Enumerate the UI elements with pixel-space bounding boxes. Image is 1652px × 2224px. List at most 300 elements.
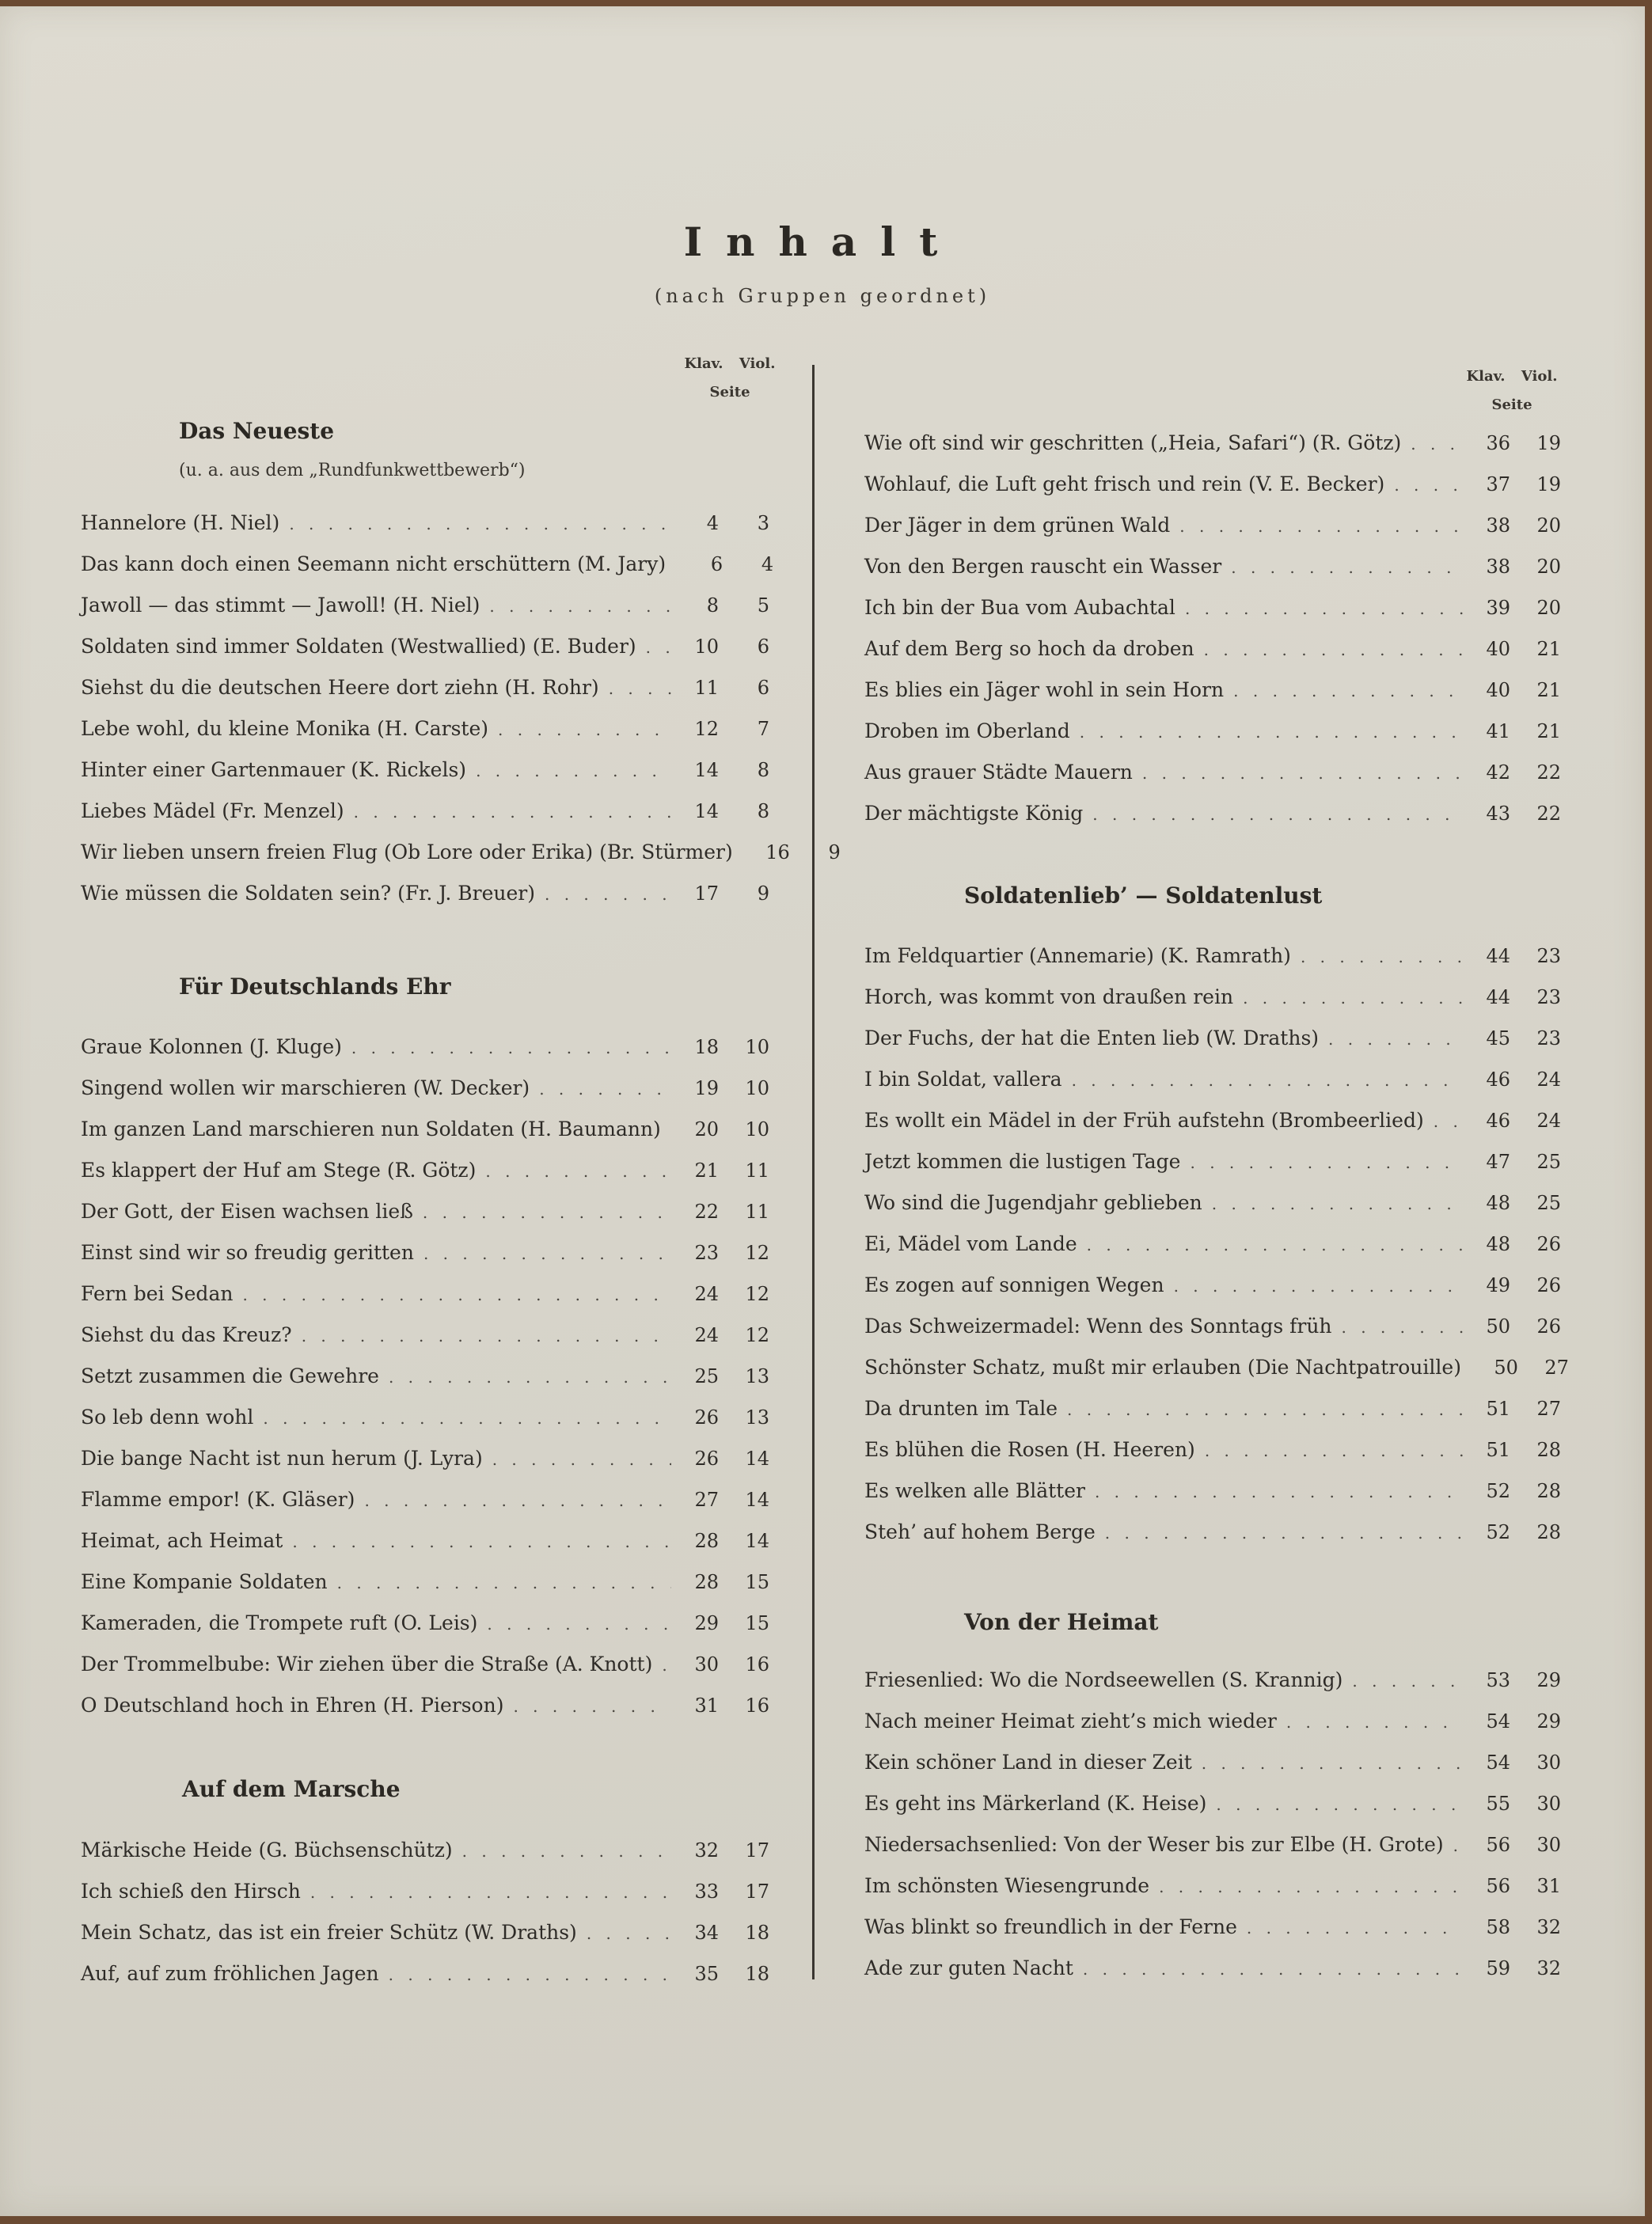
toc-entry — [864, 1792, 1561, 1824]
entry-title: Setzt zusammen die Gewehre — [81, 1364, 379, 1387]
page-violine: 23 — [1536, 945, 1561, 967]
page-klavier: 42 — [1486, 761, 1510, 784]
dot-leader — [1286, 1713, 1463, 1732]
page-violine: 19 — [1536, 432, 1561, 454]
page-klavier: 24 — [694, 1324, 719, 1346]
entry-title: Graue Kolonnen (J. Kluge) — [81, 1035, 342, 1058]
entry-title: Der mächtigste König — [864, 802, 1084, 825]
dot-leader — [389, 1965, 671, 1984]
page-violine: 10 — [745, 1118, 769, 1140]
entry-title: Märkische Heide (G. Büchsenschütz) — [81, 1839, 453, 1862]
toc-entry — [81, 1282, 769, 1314]
toc-entry — [864, 1956, 1561, 1988]
page-klavier: 26 — [694, 1406, 719, 1429]
page-klavier: 44 — [1486, 986, 1510, 1008]
page-klavier: 8 — [706, 594, 719, 617]
entry-title: Es zogen auf sonnigen Wegen — [864, 1273, 1164, 1296]
dot-leader — [389, 1368, 671, 1387]
page-violine: 8 — [757, 759, 769, 781]
toc-entry — [81, 1921, 769, 1953]
entry-title: Singend wollen wir marschieren (W. Decker) — [81, 1076, 530, 1099]
page-klavier: 6 — [710, 553, 723, 575]
toc-entry — [81, 1880, 769, 1911]
page-violine: 10 — [745, 1077, 769, 1099]
page-violine: 14 — [745, 1448, 769, 1470]
page-violine: 21 — [1536, 720, 1561, 742]
page-violine: 11 — [745, 1159, 769, 1182]
toc-entry — [81, 1118, 769, 1149]
toc-entry — [81, 1364, 769, 1396]
dot-leader — [485, 1162, 671, 1181]
toc-entry — [864, 802, 1561, 833]
toc-entry — [864, 678, 1561, 710]
page-violine: 21 — [1536, 638, 1561, 660]
toc-entry — [864, 1668, 1561, 1700]
entry-title: Soldaten sind immer Soldaten (Westwallied) (E. Buder) — [81, 635, 636, 658]
toc-entry — [864, 514, 1561, 545]
page-violine: 9 — [828, 841, 841, 863]
page-violine: 18 — [745, 1922, 769, 1944]
page-violine: 12 — [745, 1283, 769, 1305]
page-klavier: 20 — [694, 1118, 719, 1140]
toc-entry — [864, 555, 1561, 586]
dot-leader — [609, 679, 671, 698]
page-klavier: 34 — [694, 1922, 719, 1944]
section-title: Auf dem Marsche — [182, 1776, 401, 1802]
dot-leader — [1179, 517, 1463, 536]
page-klavier: 14 — [694, 759, 719, 781]
toc-entry — [864, 1315, 1561, 1346]
entry-title: O Deutschland hoch in Ehren (H. Pierson) — [81, 1694, 504, 1717]
dot-leader — [1190, 1153, 1463, 1172]
page-klavier: 56 — [1486, 1875, 1510, 1897]
dot-leader — [492, 1450, 671, 1469]
entry-title: Droben im Oberland — [864, 719, 1070, 742]
page-klavier: 37 — [1486, 473, 1510, 495]
dot-leader — [354, 803, 671, 822]
entry-title: Das kann doch einen Seemann nicht erschüttern (M. Jary) — [81, 552, 666, 575]
page-klavier: 16 — [765, 841, 790, 863]
entry-title: Es wollt ein Mädel in der Früh aufstehn (Brombeerlied) — [864, 1109, 1424, 1132]
entry-title: Es blühen die Rosen (H. Heeren) — [864, 1438, 1195, 1461]
page-klavier: 21 — [694, 1159, 719, 1182]
section-subtitle: (u. a. aus dem „Rundfunkwettbewerb“) — [179, 461, 526, 480]
page-klavier: 30 — [694, 1653, 719, 1676]
dot-leader — [1434, 1112, 1463, 1131]
page-violine: 23 — [1536, 986, 1561, 1008]
page-violine: 17 — [745, 1881, 769, 1903]
page-klavier: 51 — [1486, 1398, 1510, 1420]
page-klavier: 35 — [694, 1963, 719, 1985]
toc-entry — [864, 637, 1561, 669]
page-violine: 5 — [757, 594, 769, 617]
dot-leader — [1205, 1441, 1463, 1460]
page-klavier: 19 — [694, 1077, 719, 1099]
toc-entry — [864, 1150, 1561, 1182]
dot-leader — [587, 1924, 671, 1943]
column-header-left — [682, 350, 777, 407]
toc-entry — [81, 1570, 769, 1602]
page-violine: 25 — [1536, 1192, 1561, 1214]
page-klavier: 55 — [1486, 1793, 1510, 1815]
dot-leader — [1216, 1795, 1463, 1814]
page-klavier: 46 — [1486, 1068, 1510, 1091]
page-klavier: 46 — [1486, 1110, 1510, 1132]
page-violine: 10 — [745, 1036, 769, 1058]
page-klavier: 32 — [694, 1839, 719, 1862]
dot-leader — [513, 1697, 671, 1716]
entry-title: Im Feldquartier (Annemarie) (K. Ramrath) — [864, 944, 1291, 967]
dot-leader — [302, 1326, 671, 1345]
page-violine: 20 — [1536, 514, 1561, 537]
entry-title: Niedersachsenlied: Von der Weser bis zur Elbe (H. Grote) — [864, 1833, 1444, 1856]
entry-title: Jawoll — das stimmt — Jawoll! (H. Niel) — [81, 594, 480, 617]
dot-leader — [423, 1203, 671, 1222]
page-klavier: 54 — [1486, 1710, 1510, 1733]
page-violine: 28 — [1536, 1480, 1561, 1502]
entry-title: Hinter einer Gartenmauer (K. Rickels) — [81, 758, 467, 781]
toc-entry — [81, 1529, 769, 1561]
page-violine: 12 — [745, 1324, 769, 1346]
page-violine: 22 — [1536, 761, 1561, 784]
entry-title: Ei, Mädel vom Lande — [864, 1232, 1077, 1255]
entry-title: Lebe wohl, du kleine Monika (H. Carste) — [81, 717, 489, 740]
toc-entry — [864, 1874, 1561, 1906]
page-klavier: 28 — [694, 1571, 719, 1593]
dot-leader — [1174, 1277, 1463, 1296]
page-klavier: 12 — [694, 718, 719, 740]
dot-leader — [489, 597, 671, 616]
entry-title: Es klappert der Huf am Stege (R. Götz) — [81, 1159, 477, 1182]
dot-leader — [487, 1615, 671, 1634]
page-klavier: 52 — [1486, 1480, 1510, 1502]
toc-entry — [864, 761, 1561, 792]
page-klavier: 50 — [1486, 1315, 1510, 1338]
toc-entry — [81, 511, 769, 543]
entry-title: Ich schieß den Hirsch — [81, 1880, 301, 1903]
page-klavier: 48 — [1486, 1233, 1510, 1255]
toc-entry — [864, 1109, 1561, 1140]
page-klavier: 14 — [694, 800, 719, 822]
dot-leader — [292, 1532, 671, 1551]
page-klavier: 33 — [694, 1881, 719, 1903]
toc-entry — [81, 594, 769, 625]
toc-entry — [864, 944, 1561, 976]
section-title: Soldatenlieb’ — Soldatenlust — [964, 882, 1323, 909]
section-title: Für Deutschlands Ehr — [179, 973, 451, 1000]
page-violine: 15 — [745, 1612, 769, 1634]
toc-entry — [864, 1068, 1561, 1099]
page-klavier: 17 — [694, 882, 719, 905]
page-violine: 14 — [745, 1489, 769, 1511]
dot-leader — [670, 1121, 671, 1140]
page-violine: 11 — [745, 1201, 769, 1223]
dot-leader — [1231, 558, 1463, 577]
toc-entry — [864, 1027, 1561, 1058]
entry-title: Eine Kompanie Soldaten — [81, 1570, 328, 1593]
toc-entry — [81, 676, 769, 708]
toc-entry — [81, 1488, 769, 1520]
entry-title: Was blinkt so freundlich in der Ferne — [864, 1915, 1237, 1938]
page-klavier: 39 — [1486, 597, 1510, 619]
entry-title: Fern bei Sedan — [81, 1282, 234, 1305]
toc-entry — [81, 1076, 769, 1108]
page-klavier: 44 — [1486, 945, 1510, 967]
entry-title: Aus grauer Städte Mauern — [864, 761, 1133, 784]
dot-leader — [351, 1038, 671, 1057]
entry-title: Wir lieben unsern freien Flug (Ob Lore oder Erika) (Br. Stürmer) — [81, 841, 733, 863]
page-violine: 14 — [745, 1530, 769, 1552]
page-violine: 32 — [1536, 1916, 1561, 1938]
dot-leader — [1185, 599, 1463, 618]
page-violine: 3 — [757, 512, 769, 534]
entry-title: Ich bin der Bua vom Aubachtal — [864, 596, 1175, 619]
toc-entry — [864, 719, 1561, 751]
toc-entry — [81, 635, 769, 666]
toc-entry — [81, 841, 841, 872]
dot-leader — [1095, 1482, 1463, 1501]
entry-title: Friesenlied: Wo die Nordseewellen (S. Krannig) — [864, 1668, 1343, 1691]
entry-title: Siehst du die deutschen Heere dort ziehn (H. Rohr) — [81, 676, 599, 699]
page-klavier: 22 — [694, 1201, 719, 1223]
page-violine: 15 — [745, 1571, 769, 1593]
page-violine: 25 — [1536, 1151, 1561, 1173]
entry-title: Wie müssen die Soldaten sein? (Fr. J. Breuer) — [81, 882, 535, 905]
entry-title: Wo sind die Jugendjahr geblieben — [864, 1191, 1202, 1214]
toc-entry — [864, 1438, 1561, 1470]
entry-title: Im schönsten Wiesengrunde — [864, 1874, 1150, 1897]
entry-title: So leb denn wohl — [81, 1406, 254, 1429]
page-violine: 26 — [1536, 1315, 1561, 1338]
page-violine: 27 — [1544, 1357, 1569, 1379]
entry-title: Siehst du das Kreuz? — [81, 1323, 292, 1346]
toc-entry — [81, 1323, 769, 1355]
dot-leader — [1453, 1836, 1463, 1855]
dot-leader — [1072, 1071, 1463, 1090]
page-violine: 18 — [745, 1963, 769, 1985]
dot-leader — [1233, 681, 1463, 700]
toc-entry — [81, 1962, 769, 1994]
page-klavier: 40 — [1486, 679, 1510, 701]
page-violine: 26 — [1536, 1233, 1561, 1255]
dot-leader — [539, 1080, 671, 1099]
dot-leader — [1411, 435, 1463, 454]
col-klav-label: Klav. — [1466, 368, 1506, 385]
toc-entry — [864, 473, 1561, 504]
page-klavier: 4 — [706, 512, 719, 534]
dot-leader — [1243, 989, 1463, 1008]
page-klavier: 41 — [1486, 720, 1510, 742]
entry-title: Im ganzen Land marschieren nun Soldaten (H. Baumann) — [81, 1118, 661, 1140]
dot-leader — [423, 1244, 671, 1263]
entry-title: Einst sind wir so freudig geritten — [81, 1241, 414, 1264]
page-klavier: 53 — [1486, 1669, 1510, 1691]
column-divider — [812, 365, 815, 1979]
page-klavier: 45 — [1486, 1027, 1510, 1049]
page-violine: 9 — [757, 882, 769, 905]
section-title: Von der Heimat — [964, 1609, 1159, 1635]
entry-title: Hannelore (H. Niel) — [81, 511, 280, 534]
page-klavier: 43 — [1486, 803, 1510, 825]
page-klavier: 56 — [1486, 1834, 1510, 1856]
dot-leader — [289, 514, 671, 533]
toc-entry — [81, 1611, 769, 1643]
toc-entry — [864, 1356, 1569, 1387]
page-violine: 23 — [1536, 1027, 1561, 1049]
toc-entry — [864, 1191, 1561, 1223]
entry-title: Von den Bergen rauscht ein Wasser — [864, 555, 1222, 578]
toc-entry — [81, 1839, 769, 1870]
page-klavier: 27 — [694, 1489, 719, 1511]
dot-leader — [263, 1409, 671, 1428]
toc-entry — [81, 1447, 769, 1478]
page-violine: 30 — [1536, 1834, 1561, 1856]
page-klavier: 26 — [694, 1448, 719, 1470]
toc-entry — [864, 1833, 1561, 1865]
entry-title: Es welken alle Blätter — [864, 1479, 1085, 1502]
page-violine: 28 — [1536, 1439, 1561, 1461]
col-viol-label: Viol. — [739, 355, 776, 372]
page-klavier: 29 — [694, 1612, 719, 1634]
toc-entry — [81, 1653, 769, 1684]
toc-entry — [864, 1232, 1561, 1264]
page-violine: 16 — [745, 1653, 769, 1676]
entry-title: Heimat, ach Heimat — [81, 1529, 283, 1552]
toc-entry — [81, 717, 769, 749]
toc-entry — [81, 552, 774, 584]
entry-title: Der Fuchs, der hat die Enten lieb (W. Draths) — [864, 1027, 1320, 1049]
page-klavier: 48 — [1486, 1192, 1510, 1214]
entry-title: Der Gott, der Eisen wachsen ließ — [81, 1200, 413, 1223]
dot-leader — [1247, 1918, 1463, 1937]
entry-title: Der Trommelbube: Wir ziehen über die Straße (A. Knott) — [81, 1653, 653, 1676]
page-violine: 28 — [1536, 1521, 1561, 1543]
page-violine: 7 — [757, 718, 769, 740]
dot-leader — [1328, 1030, 1463, 1049]
page-violine: 31 — [1536, 1875, 1561, 1897]
toc-entry — [864, 1273, 1561, 1305]
dot-leader — [1212, 1194, 1463, 1213]
page-klavier: 59 — [1486, 1957, 1510, 1979]
col-seite-label: Seite — [709, 384, 750, 400]
page-klavier: 23 — [694, 1242, 719, 1264]
page-subtitle: (nach Gruppen geordnet) — [654, 285, 991, 307]
toc-entry — [81, 1159, 769, 1190]
toc-entry — [864, 1397, 1561, 1429]
entry-title: Steh’ auf hohem Berge — [864, 1520, 1096, 1543]
entry-title: Flamme empor! (K. Gläser) — [81, 1488, 355, 1511]
toc-entry — [81, 1241, 769, 1273]
dot-leader — [1352, 1672, 1463, 1691]
dot-leader — [662, 1656, 671, 1675]
page-violine: 24 — [1536, 1110, 1561, 1132]
dot-leader — [1105, 1524, 1463, 1543]
dot-leader — [462, 1842, 671, 1861]
page-violine: 12 — [745, 1242, 769, 1264]
page-klavier: 40 — [1486, 638, 1510, 660]
page-violine: 6 — [757, 677, 769, 699]
entry-title: Horch, was kommt von draußen rein — [864, 985, 1234, 1008]
col-klav-label: Klav. — [684, 355, 723, 372]
toc-entry — [81, 799, 769, 831]
section-title: Das Neueste — [179, 418, 335, 444]
toc-entry — [81, 758, 769, 790]
page-violine: 22 — [1536, 803, 1561, 825]
page-violine: 30 — [1536, 1751, 1561, 1774]
page-violine: 24 — [1536, 1068, 1561, 1091]
page-violine: 4 — [761, 553, 774, 575]
dot-leader — [1080, 723, 1463, 742]
entry-title: Ade zur guten Nacht — [864, 1956, 1073, 1979]
entry-title: Jetzt kommen die lustigen Tage — [864, 1150, 1181, 1173]
toc-entry — [81, 1406, 769, 1437]
page-violine: 13 — [745, 1365, 769, 1387]
dot-leader — [1092, 805, 1463, 824]
entry-title: Nach meiner Heimat zieht’s mich wieder — [864, 1710, 1277, 1733]
dot-leader — [476, 761, 671, 780]
page-violine: 20 — [1536, 597, 1561, 619]
entry-title: Kein schöner Land in dieser Zeit — [864, 1751, 1192, 1774]
page-violine: 20 — [1536, 556, 1561, 578]
dot-leader — [310, 1883, 671, 1902]
col-viol-label: Viol. — [1521, 368, 1558, 385]
page-klavier: 38 — [1486, 514, 1510, 537]
entry-title: Schönster Schatz, mußt mir erlauben (Die Nachtpatrouille) — [864, 1356, 1461, 1379]
dot-leader — [1067, 1400, 1463, 1419]
dot-leader — [1083, 1960, 1463, 1979]
toc-entry — [864, 985, 1561, 1017]
document-page — [0, 6, 1645, 2216]
dot-leader — [364, 1491, 671, 1510]
page-klavier: 10 — [694, 636, 719, 658]
page-violine: 29 — [1536, 1669, 1561, 1691]
entry-title: I bin Soldat, vallera — [864, 1068, 1062, 1091]
dot-leader — [1142, 764, 1463, 783]
page-klavier: 50 — [1494, 1357, 1518, 1379]
page-klavier: 28 — [694, 1530, 719, 1552]
entry-title: Liebes Mädel (Fr. Menzel) — [81, 799, 344, 822]
dot-leader — [1204, 640, 1463, 659]
toc-entry — [864, 1915, 1561, 1947]
page-klavier: 24 — [694, 1283, 719, 1305]
col-seite-label: Seite — [1491, 397, 1532, 413]
toc-entry — [81, 1694, 769, 1725]
dot-leader — [1342, 1318, 1463, 1337]
toc-entry — [864, 596, 1561, 628]
toc-entry — [81, 1200, 769, 1232]
page-title: Inhalt — [683, 218, 962, 265]
entry-title: Die bange Nacht ist nun herum (J. Lyra) — [81, 1447, 483, 1470]
toc-entry — [864, 1520, 1561, 1552]
entry-title: Der Jäger in dem grünen Wald — [864, 514, 1171, 537]
page-klavier: 38 — [1486, 556, 1510, 578]
column-header-right — [1464, 362, 1559, 419]
toc-entry — [864, 431, 1561, 463]
entry-title: Auf dem Berg so hoch da droben — [864, 637, 1194, 660]
page-klavier: 58 — [1486, 1916, 1510, 1938]
page-klavier: 11 — [694, 677, 719, 699]
entry-title: Wie oft sind wir geschritten („Heia, Safari“) (R. Götz) — [864, 431, 1402, 454]
entry-title: Mein Schatz, das ist ein freier Schütz (W. Draths) — [81, 1921, 577, 1944]
entry-title: Es geht ins Märkerland (K. Heise) — [864, 1792, 1207, 1815]
entry-title: Wohlauf, die Luft geht frisch und rein (V. E. Becker) — [864, 473, 1385, 495]
page-klavier: 51 — [1486, 1439, 1510, 1461]
page-violine: 26 — [1536, 1274, 1561, 1296]
page-violine: 6 — [757, 636, 769, 658]
dot-leader — [1087, 1235, 1463, 1254]
toc-entry — [864, 1710, 1561, 1741]
page-violine: 16 — [745, 1695, 769, 1717]
